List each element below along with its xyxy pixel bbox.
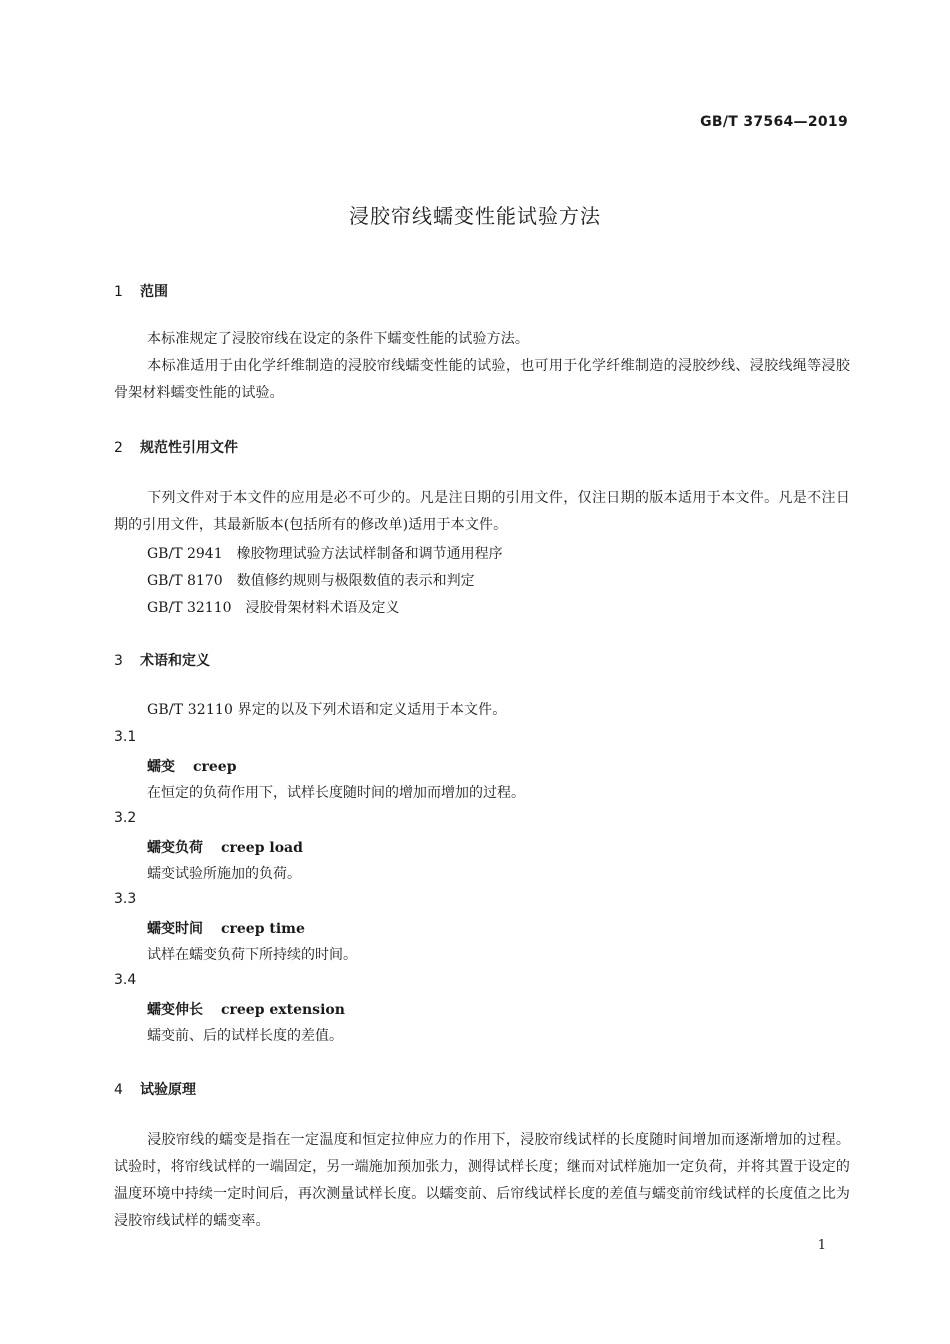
- paragraph-text: 下列文件对于本文件的应用是必不可少的。凡是注日期的引用文件，仅注日期的版本适用于本文件。凡是不注日期的引用文件，其最新版本(包括所有的修改单)适用于本文件。: [114, 490, 850, 533]
- reference-code: GB/T 8170: [147, 573, 223, 589]
- paragraph-text: 本标准规定了浸胶帘线在设定的条件下蠕变性能的试验方法。: [147, 331, 530, 347]
- term-definition: 在恒定的负荷作用下，试样长度随时间的增加而增加的过程。: [147, 785, 525, 801]
- section-number: 4: [114, 1082, 123, 1098]
- term-zh: 蠕变: [147, 759, 175, 775]
- section-number: 2: [114, 440, 123, 456]
- term-zh: 蠕变时间: [147, 921, 203, 937]
- term-name: [147, 999, 345, 1019]
- reference-title: 橡胶物理试验方法试样制备和调节通用程序: [236, 546, 503, 562]
- reference-code: GB/T 32110: [147, 600, 232, 616]
- reference-title: 浸胶骨架材料术语及定义: [245, 600, 400, 616]
- term-number: 3.2: [114, 810, 137, 826]
- reference-title: 数值修约规则与极限数值的表示和判定: [236, 573, 475, 589]
- paragraph: [114, 485, 850, 539]
- term-number: 3.3: [114, 891, 137, 907]
- section-heading-2: [114, 437, 238, 457]
- reference-item: [147, 543, 503, 563]
- section-title: 术语和定义: [140, 653, 210, 669]
- section-heading-3: [114, 650, 210, 670]
- page-number: 1: [817, 1238, 826, 1253]
- paragraph-text: GB/T 32110 界定的以及下列术语和定义适用于本文件。: [147, 702, 507, 718]
- paragraph-text: 本标准适用于由化学纤维制造的浸胶帘线蠕变性能的试验，也可用于化学纤维制造的浸胶纱线、浸胶线绳等浸胶骨架材料蠕变性能的试验。: [114, 358, 850, 401]
- document-title: 浸胶帘线蠕变性能试验方法: [349, 204, 601, 228]
- section-number: 1: [114, 284, 123, 300]
- term-definition: 蠕变试验所施加的负荷。: [147, 866, 301, 882]
- term-name: [147, 756, 237, 776]
- section-title: 范围: [140, 284, 168, 300]
- term-number: 3.4: [114, 972, 137, 988]
- reference-item: [147, 570, 475, 590]
- paragraph-text: 浸胶帘线的蠕变是指在一定温度和恒定拉伸应力的作用下，浸胶帘线试样的长度随时间增加而逐渐增加的过程。试验时，将帘线试样的一端固定，另一端施加预加张力，测得试样长度；继而对试样施加一定负荷，并将其置于设定的温度环境中持续一定时间后，再次测量试样长度。以蠕变前、后帘线试样长度的差值与蠕变前帘线试样的长度值之比为浸胶帘线试样的蠕变率。: [114, 1132, 850, 1229]
- reference-item: [147, 597, 400, 617]
- term-zh: 蠕变伸长: [147, 1002, 203, 1018]
- term-en: creep load: [221, 840, 303, 856]
- term-en: creep time: [221, 921, 305, 937]
- paragraph: [114, 697, 850, 724]
- standard-number: GB/T 37564—2019: [700, 114, 848, 130]
- section-number: 3: [114, 653, 123, 669]
- section-heading-4: [114, 1079, 196, 1099]
- term-number: 3.1: [114, 729, 137, 745]
- term-definition: 试样在蠕变负荷下所持续的时间。: [147, 947, 357, 963]
- term-name: [147, 837, 303, 857]
- term-en: creep extension: [221, 1002, 345, 1018]
- paragraph: [114, 326, 850, 353]
- reference-code: GB/T 2941: [147, 546, 223, 562]
- term-name: [147, 918, 305, 938]
- section-title: 规范性引用文件: [140, 440, 238, 456]
- term-zh: 蠕变负荷: [147, 840, 203, 856]
- section-heading-1: [114, 281, 168, 301]
- paragraph: [114, 1127, 850, 1235]
- section-title: 试验原理: [140, 1082, 196, 1098]
- paragraph: [114, 353, 850, 407]
- term-definition: 蠕变前、后的试样长度的差值。: [147, 1028, 343, 1044]
- term-en: creep: [193, 759, 237, 775]
